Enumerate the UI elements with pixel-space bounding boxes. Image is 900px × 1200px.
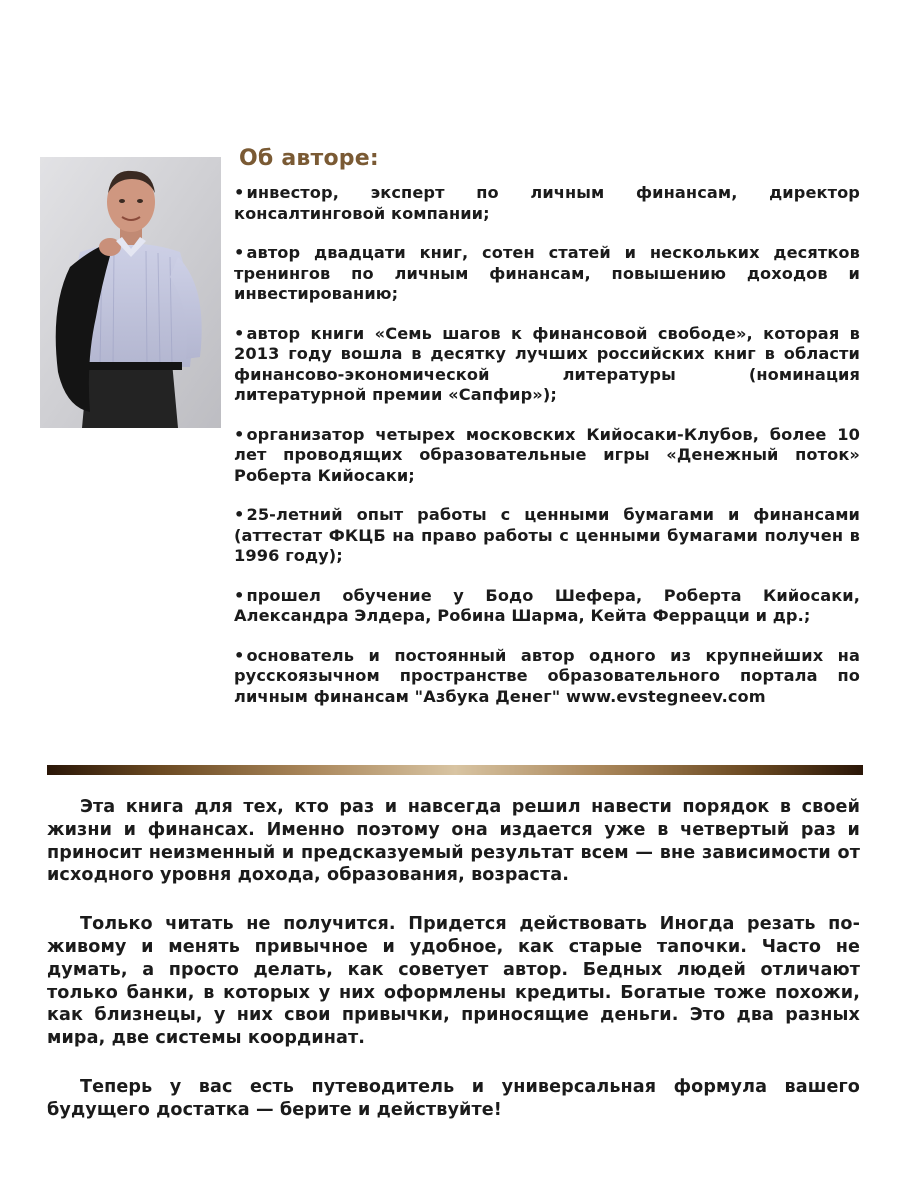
list-item: • организатор четырех московских Кийосаки-Клубов, более 10 лет проводящих образовательные игры «Денежный поток» Роберта Кийосаки; <box>234 424 860 485</box>
bullet-dot-icon: • <box>234 645 245 665</box>
book-description <box>47 796 860 1148</box>
list-item: • автор двадцати книг, сотен статей и нескольких десятков тренингов по личным финансам, повышению доходов и инвестированию; <box>234 243 860 303</box>
bullet-dot-icon: • <box>234 323 245 343</box>
about-author-title: Об авторе: <box>239 146 379 171</box>
gold-divider <box>47 765 863 775</box>
list-item: • прошел обучение у Бодо Шефера, Роберта Кийосаки, Александра Элдера, Робина Шарма, Кейта Феррацци и др.; <box>234 585 860 625</box>
about-author-list <box>234 183 860 726</box>
bullet-dot-icon: • <box>234 424 245 444</box>
list-item: • 25-летний опыт работы с ценными бумагами и финансами (аттестат ФКЦБ на право работы с ценными бумагами получен в 1996 году); <box>234 505 860 565</box>
bullet-dot-icon: • <box>234 183 245 202</box>
bullet-dot-icon: • <box>234 585 245 605</box>
list-item: • автор книги «Семь шагов к финансовой свободе», которая в 2013 году вошла в десятку лучших российских книг в области финансово-экономической литературы (номинация литературной премии «Сапфир»); <box>234 323 860 404</box>
description-paragraph: Эта книга для тех, кто раз и навсегда решил навести порядок в своей жизни и финансах. Именно поэтому она издается уже в четвертый раз и приносит неизменный и предсказуемый результат всем — вне зависимости от исходного уровня дохода, образования, возраста. <box>47 797 860 886</box>
list-item: • инвестор, эксперт по личным финансам, директор консалтинговой компании; <box>234 183 860 223</box>
description-paragraph: Только читать не получится. Придется действовать Иногда резать по-живому и менять привычное и удобное, как старые тапочки. Часто не думать, а просто делать, как советует автор. Бедных людей отличают только банки, в которых у них оформлены кредиты. Богатые тоже похожи, как близнецы, у них свои привычки, приносящие деньги. Это два разных мира, две системы координат. <box>47 914 860 1049</box>
author-photo <box>40 157 221 428</box>
description-paragraph: Теперь у вас есть путеводитель и универсальная формула вашего будущего достатка — берите и действуйте! <box>47 1076 860 1120</box>
bullet-dot-icon: • <box>234 243 245 262</box>
bullet-dot-icon: • <box>234 505 245 524</box>
list-item: • основатель и постоянный автор одного из крупнейших на русскоязычном пространстве образовательного портала по личным финансам "Азбука Денег" www.evstegneev.com <box>234 645 860 706</box>
